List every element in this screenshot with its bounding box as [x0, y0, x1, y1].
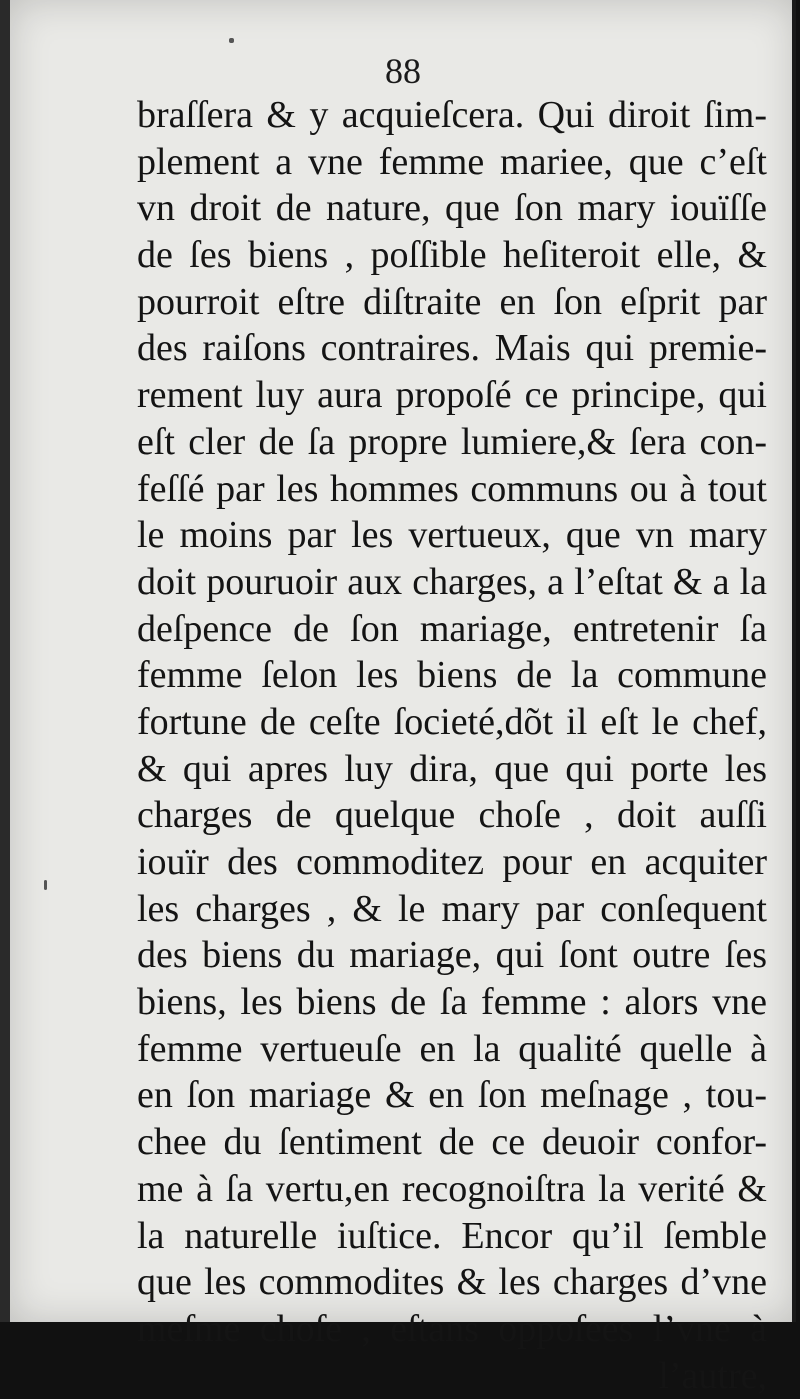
text-line: femme vertueuſe en la qualité quelle à: [137, 1027, 767, 1070]
text-line: pourroit eſtre diſtraite en ſon eſprit par: [137, 280, 767, 323]
text-line: plement a vne femme mariee, que c’eſt: [137, 140, 767, 183]
page-edge: [792, 0, 796, 1322]
text-line: des biens du mariage, qui ſont outre ſes: [137, 934, 767, 977]
text-line: les charges , & le mary par conſequent: [137, 887, 767, 930]
text-line: braſſera & y acquieſcera. Qui diroit ſim-: [137, 94, 767, 136]
text-line: eſt cler de ſa propre lumiere,& ſera con-: [137, 420, 767, 463]
text-line: & qui apres luy dira, que qui porte les: [137, 747, 767, 790]
text-line: rement luy aura propoſé ce principe, qui: [137, 374, 767, 417]
catchword: l’autre,: [658, 1354, 767, 1397]
book-page: [10, 0, 796, 1397]
text-line: charges de quelque choſe , doit auſſi: [137, 794, 767, 837]
page-number: 88: [385, 51, 421, 91]
text-line: le moins par les vertueux, que vn mary: [137, 514, 767, 557]
text-line: fortune de ceſte ſocieté,dõt il eſt le chef,: [137, 700, 767, 743]
text-line: biens, les biens de ſa femme : alors vne: [137, 981, 767, 1024]
text-line: deſpence de ſon mariage, entretenir ſa: [137, 607, 767, 650]
book-gutter: [0, 0, 10, 1322]
text-line: de ſes biens , poſſible heſiteroit elle, &: [137, 234, 767, 277]
text-line: en ſon mariage & en ſon meſnage , tou-: [137, 1074, 767, 1117]
text-line: me à ſa vertu,en recognoiſtra la verité &: [137, 1167, 767, 1210]
text-line: doit pouruoir aux charges, a l’eſtat & a la: [137, 560, 767, 603]
text-line: meſme choſe , eſtans oppoſees l’vne à: [137, 1307, 767, 1350]
text-line: chee du ſentiment de ce deuoir confor-: [137, 1121, 767, 1164]
body-text: [137, 92, 767, 1399]
text-line: des raiſons contraires. Mais qui premie-: [137, 327, 767, 370]
text-line: iouïr des commoditez pour en acquiter: [137, 841, 767, 883]
text-line: feſſé par les hommes communs ou à tout: [137, 467, 767, 510]
text-line: femme ſelon les biens de la commune: [137, 654, 767, 697]
text-line: la naturelle iuſtice. Encor qu’il ſemble: [137, 1214, 767, 1257]
text-line: vn droit de nature, que ſon mary iouïſſe: [137, 187, 767, 230]
text-line: que les commodites & les charges d’vne: [137, 1261, 767, 1304]
ink-speck: [44, 880, 47, 890]
ink-speck: [229, 38, 234, 43]
